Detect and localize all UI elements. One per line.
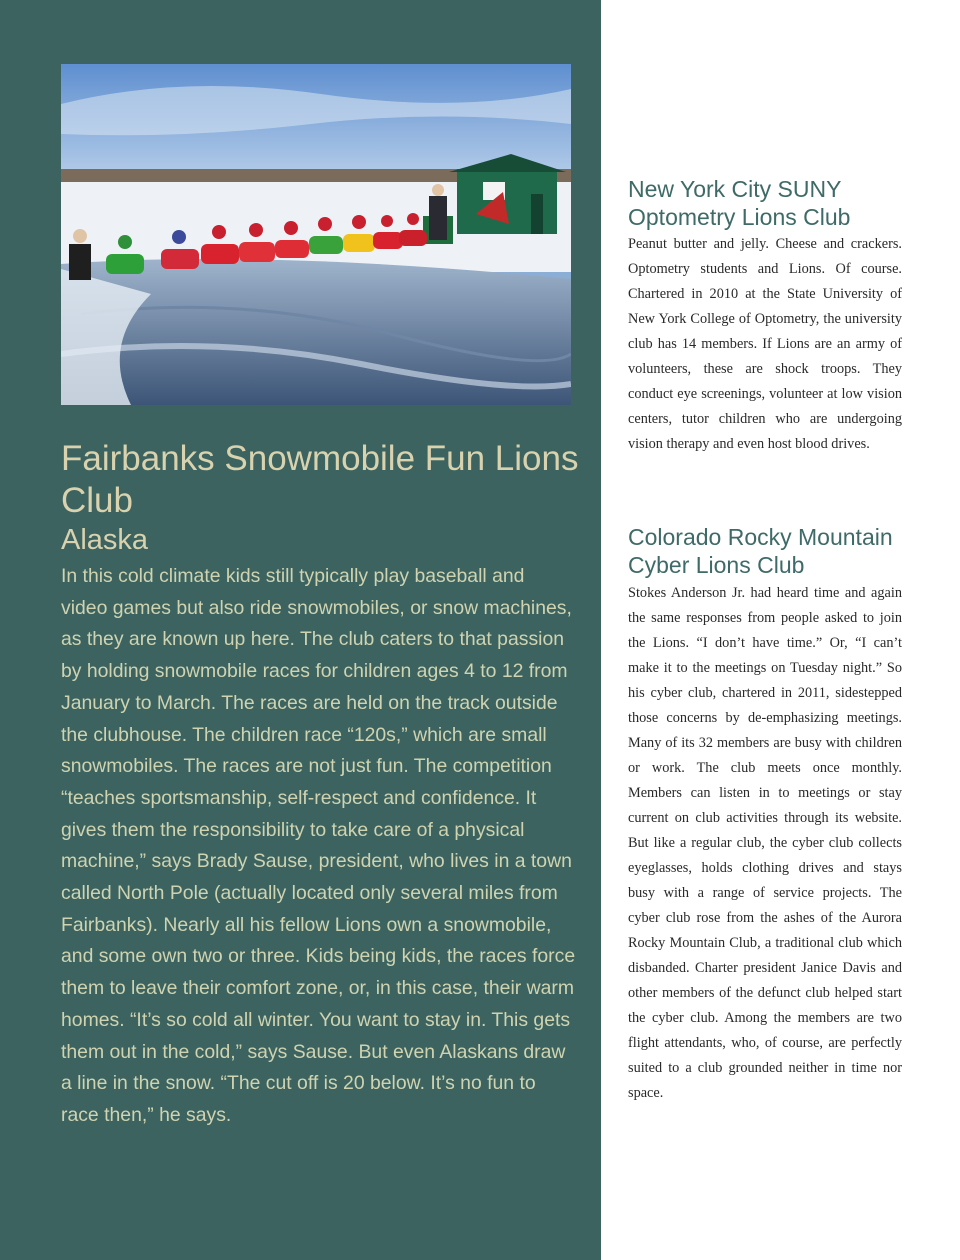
feature-subtitle: Alaska (61, 524, 149, 556)
feature-body: In this cold climate kids still typically play baseball and video games but also ride snowmobiles, or snow machines, as they are known up here. The club caters to that passion by holding snowmobile races for children ages 4 to 12 from January to March. The races are held on the track outside the clubhouse. The children race “120s,” which are small snowmobiles. The races are not just fun. The competition “teaches sportsmanship, self-respect and confidence. It gives them the responsibility to take care of a physical machine,” says Brady Sause, president, who lives in a town called North Pole (actually located only several miles from Fairbanks). Nearly all his fellow Lions own a snowmobile, and some own two or three. Kids being kids, the races force them to leave their comfort zone, or, in this case, their warm homes. “It’s so cold all winter. You want to stay in. This gets them out in the cold,” says Sause. But even Alaskans draw a line in the snow. “The cut off is 20 below. It’s no fun to race then,” he says. (61, 565, 576, 1126)
feature-title: Fairbanks Snowmobile Fun Lions Club (61, 439, 579, 520)
club-title-suny-optometry: New York City SUNY Optometry Lions Club (628, 176, 851, 230)
club-body-colorado-cyber: Stokes Anderson Jr. had heard time and again the same responses from people asked to join the Lions. “I don’t have time.” Or, “I can’t make it to the meetings on Tuesday night.” So his cyber club, chartered in 2011, sidestepped those concerns by de-emphasizing meetings. Many of its 32 members are busy with children or work. The club meets once monthly. Members can listen in to meetings or stay current on club activities through its website. But like a regular club, the cyber club collects eyeglasses, holds clothing drives and stays busy with a range of service projects. The cyber club rose from the ashes of the Aurora Rocky Mountain Club, a traditional club which disbanded. Charter president Janice Davis and other members of the defunct club helped start the cyber club. Among the members are two flight attendants, who, of course, are perfectly suited to a club grounded neither in time nor space. (628, 585, 902, 1101)
club-title-colorado-cyber: Colorado Rocky Mountain Cyber Lions Club (628, 524, 893, 578)
photo-illustration (61, 64, 571, 405)
club-body-suny-optometry: Peanut butter and jelly. Cheese and crackers. Optometry students and Lions. Of course. Chartered in 2010 at the State University of New York College of Optometry, the university club has 14 members. If Lions are an army of volunteers, these are shock troops. They conduct eye screenings, volunteer at low vision centers, tutor children who are undergoing vision therapy and even host blood drives. (628, 236, 902, 452)
snowmobile-race-photo (61, 64, 571, 405)
